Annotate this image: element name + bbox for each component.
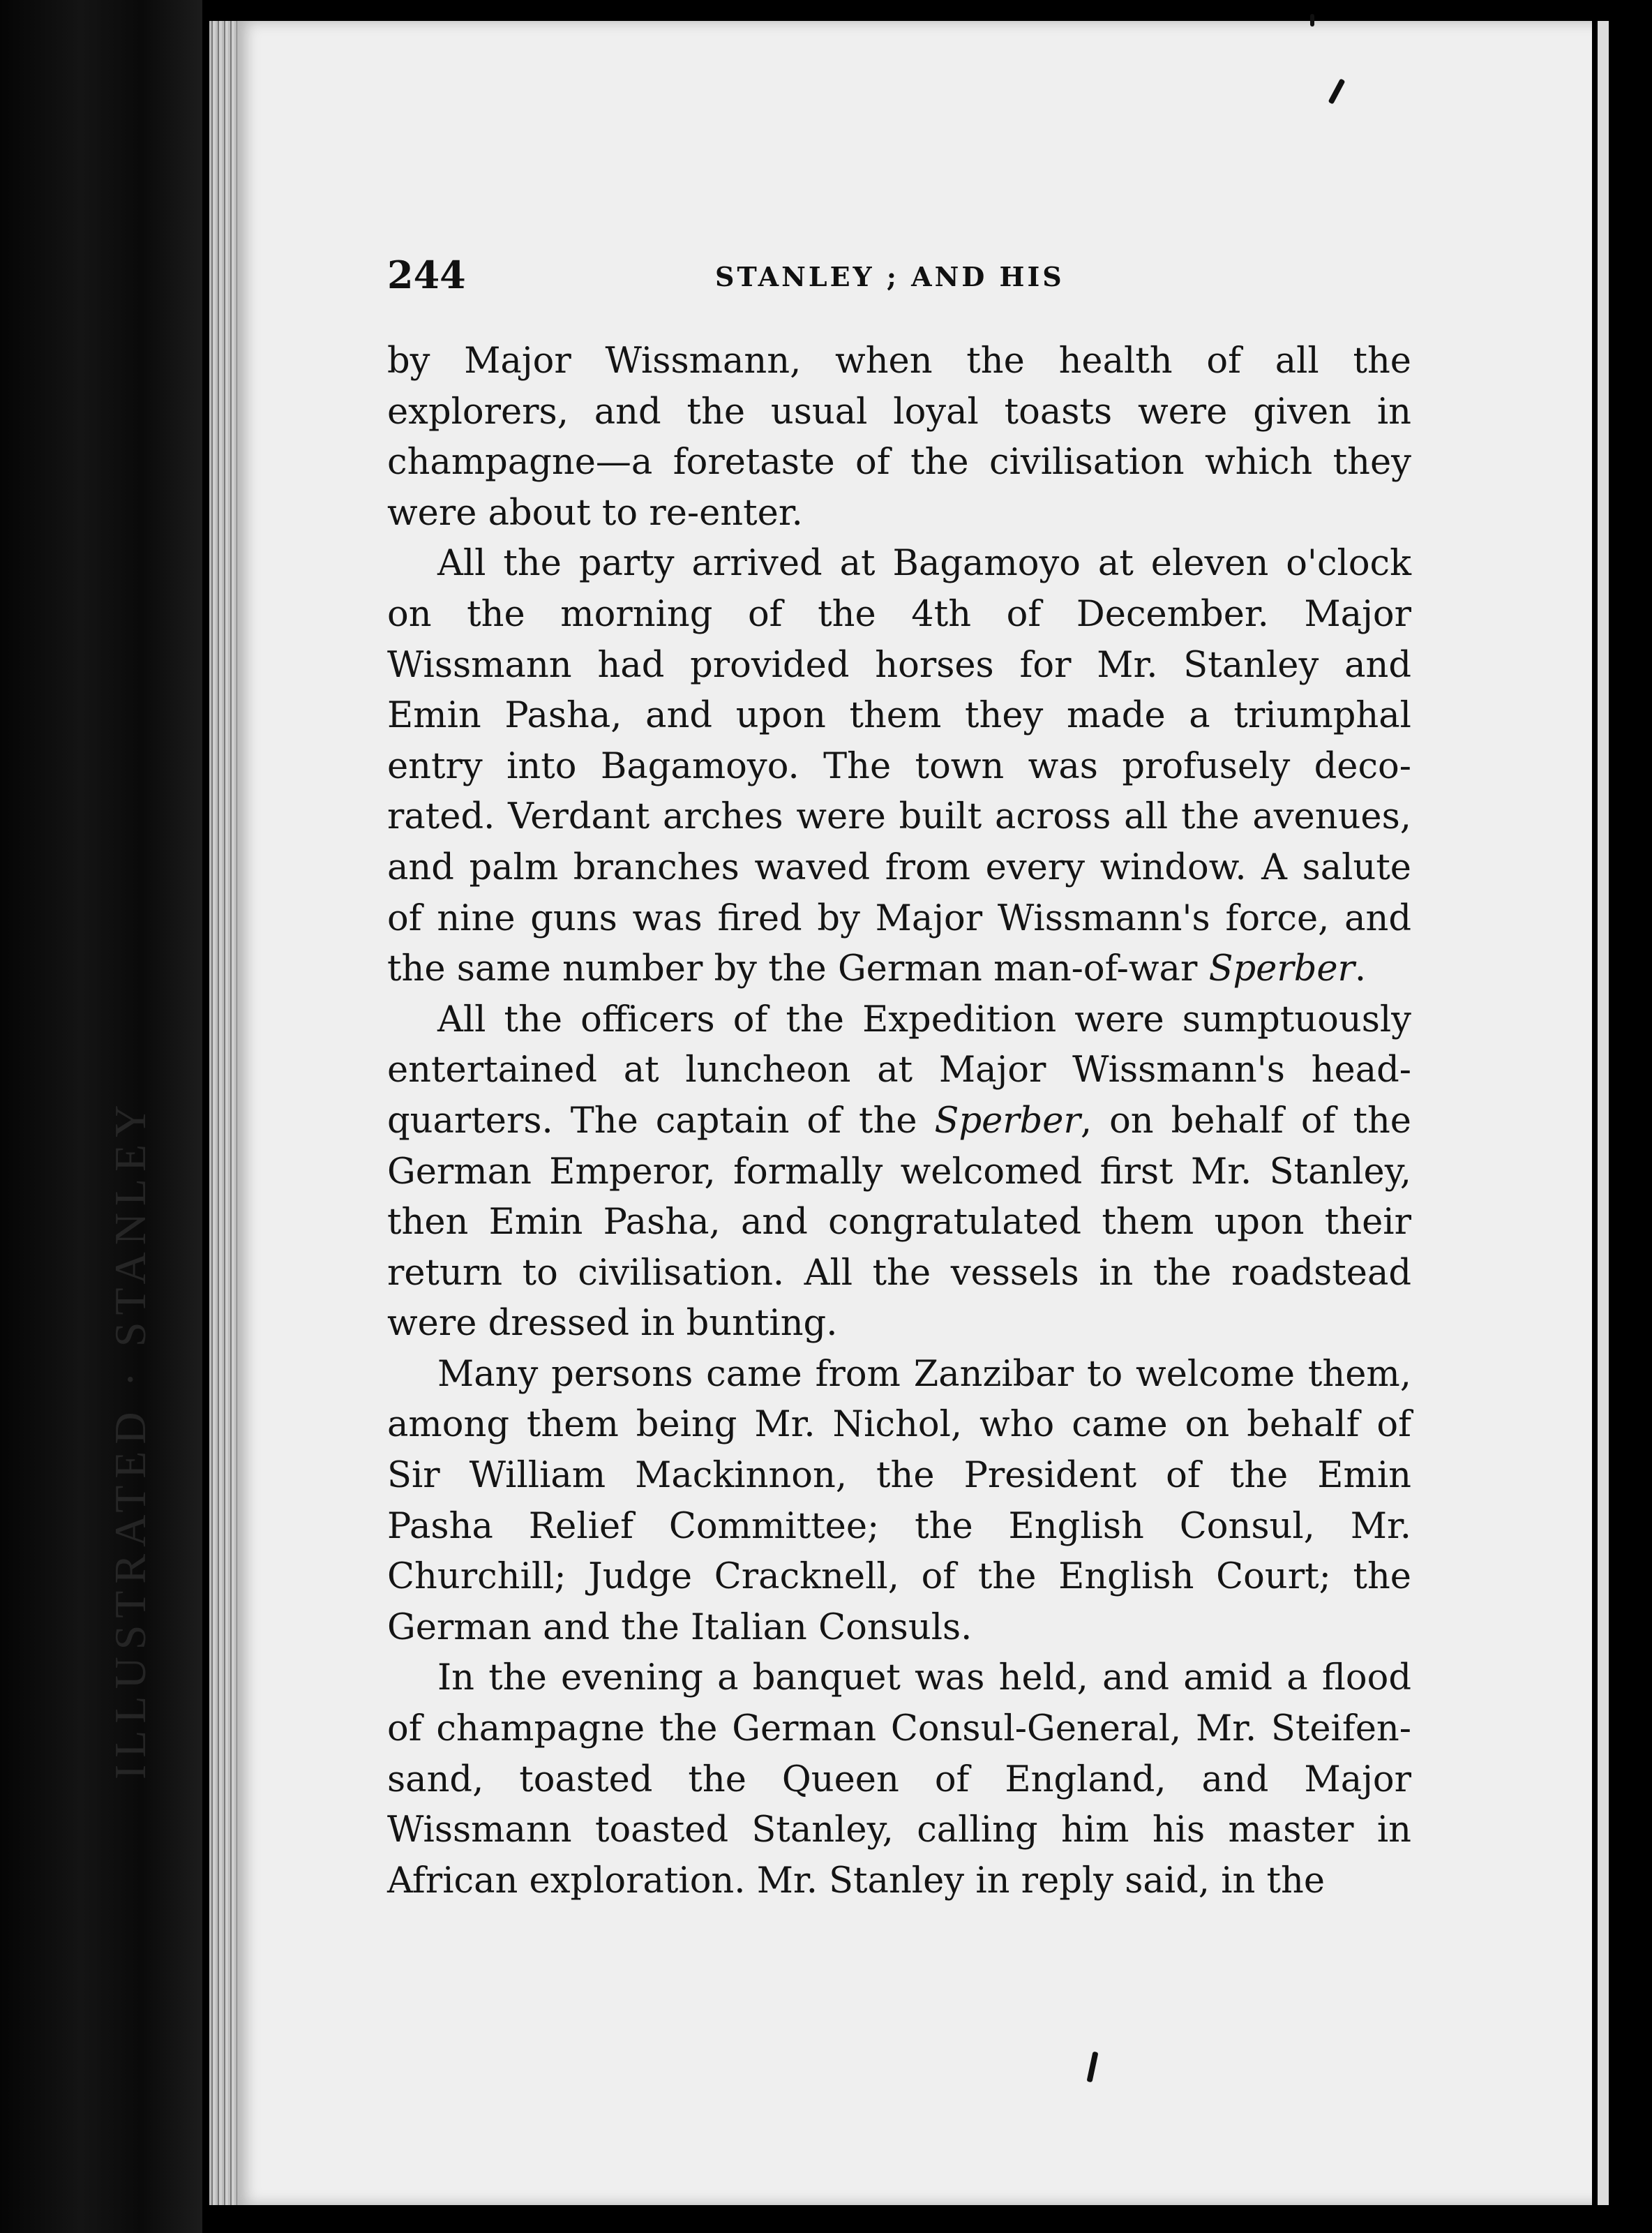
book-spine [0,0,202,2233]
page-number: 244 [387,253,466,297]
page-header [387,253,1406,301]
text-line: German Emperor, formally welcomed first Mr. Stanley, [387,1151,1411,1193]
body-text [387,336,1411,1906]
text-line: by Major Wissmann, when the health of all the [387,341,1411,382]
text-line: return to civilisation. All the vessels in the roadstead [387,1252,1411,1294]
text-line: Pasha Relief Committee; the English Consul, Mr. [387,1505,1411,1547]
running-head: STANLEY ; AND HIS [715,261,1065,292]
text-line: Emin Pasha, and upon them they made a triumphal [387,695,1411,737]
text-line: entertained at luncheon at Major Wissmann's head- [387,1050,1411,1091]
text-line: on the morning of the 4th of December. Major [387,593,1411,635]
paragraph [387,539,1411,994]
next-page-edge [1598,21,1609,2205]
text-line: entry into Bagamoyo. The town was profusely deco- [387,745,1411,787]
paragraph [387,336,1411,539]
text-line: were about to re-enter. [387,492,803,534]
text-line: then Emin Pasha, and congratulated them upon their [387,1202,1411,1244]
spine-stamp: ILLUSTRATED · STANLEY [105,1098,155,1779]
text-line: German and the Italian Consuls. [387,1606,973,1648]
text-line: All the officers of the Expedition were sumptuously [437,999,1411,1040]
text-line: of champagne the German Consul-General, Mr. Steifen- [387,1708,1411,1750]
text-line: All the party arrived at Bagamoyo at eleven o'clock [437,543,1411,585]
text-line: explorers, and the usual loyal toasts were given in [387,391,1411,433]
text-line: were dressed in bunting. [387,1303,838,1345]
text-line: Wissmann had provided horses for Mr. Stanley and [387,644,1411,686]
text-line: In the evening a banquet was held, and amid a flood [437,1657,1411,1699]
text-line: and palm branches waved from every window. A salute [387,846,1411,888]
text-line: the same number by the German man-of-war Sperber. [387,948,1367,990]
ink-mark [1310,14,1314,27]
paragraph [387,995,1411,1350]
text-line: quarters. The captain of the Sperber, on behalf of the [387,1100,1411,1142]
text-line: champagne—a foretaste of the civilisation which they [387,442,1411,484]
text-line: rated. Verdant arches were built across all the avenues, [387,796,1411,838]
text-line: Many persons came from Zanzibar to welcome them, [437,1353,1411,1395]
text-line: of nine guns was fired by Major Wissmann's force, and [387,897,1411,939]
text-line: African exploration. Mr. Stanley in reply said, in the [387,1860,1326,1902]
text-line: Sir William Mackinnon, the President of the Emin [387,1455,1411,1497]
paragraph [387,1350,1411,1654]
text-line: Wissmann toasted Stanley, calling him his master in [387,1809,1411,1851]
text-line: Churchill; Judge Cracknell, of the English Court; the [387,1556,1411,1598]
paragraph [387,1653,1411,1906]
text-line: among them being Mr. Nichol, who came on behalf of [387,1404,1411,1446]
text-line: sand, toasted the Queen of England, and Major [387,1758,1411,1800]
